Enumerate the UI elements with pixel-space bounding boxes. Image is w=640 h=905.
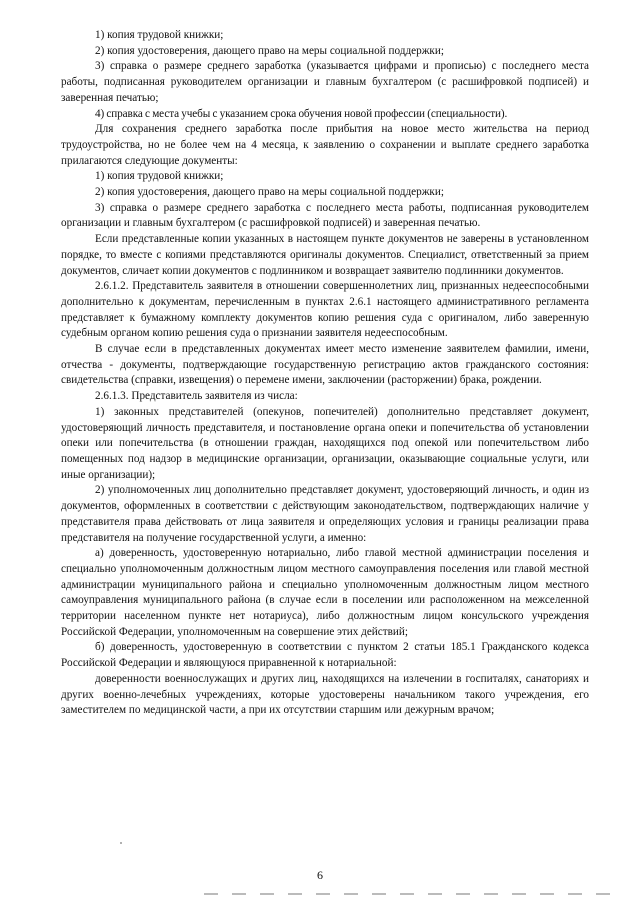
paragraph: 1) копия трудовой книжки; [95,29,224,41]
paragraph: 4) справка с места учебы с указанием срока обучения новой профессии (специальности). [95,107,508,120]
paragraph: 3) справка о размере среднего заработка с последнего места работы, подписанная руководителем организации и главным бухгалтером (с расшифровкой подписей) и заверенная печатью. [61,201,589,230]
paragraph: 2) копия удостоверения, дающего право на меры социальной поддержки; [95,186,444,199]
paragraph: 1) копия трудовой книжки; [95,170,224,183]
paragraph: 2) копия удостоверения, дающего право на меры социальной поддержки; [95,44,444,57]
paragraph: доверенности военнослужащих и других лиц, находящихся на излечении в госпиталях, санаториях и других военно-лечебных учреждениях, которые удостоверены начальником такого учреждения, его заместителем по медицинской части, а при их отсутствии старшим или дежурным врачом; [61,672,589,717]
scan-speck [120,842,122,844]
paragraph: Если представленные копии указанных в настоящем пункте документов не заверены в установленном порядке, то вместе с копиями представляются оригиналы документов. Специалист, ответственный за прием документов, сличает копии документов с подлинником и возвращает заявителю подлинники документов. [61,233,589,277]
paragraph: 2.6.1.2. Представитель заявителя в отношении совершеннолетних лиц, признанных недееспособными дополнительно к документам, перечисленным в пунктах 2.6.1 настоящего административного регламента представляет к бумажному комплекту документов копию решения суда с оригиналом, либо заверенную судебным органом копию решения суда о признании заявителя недееспособным. [61,280,589,340]
paragraph: В случае если в представленных документах имеет место изменение заявителем фамилии, имени, отчества - документы, подтверждающие государственную регистрацию актов гражданского состояния: свидетельства (справки, извещения) о перемене имени, заключении (расторжении) брака, рождении. [61,343,589,387]
scan-edge-marks [0,887,640,901]
paragraph: 2) уполномоченных лиц дополнительно представляет документ, удостоверяющий личность, и один из документов, оформленных в соответствии с действующим законодательством, подтверждающих наличие у представителя права действовать от лица заявителя и определяющих условия и границы реализации права представителя на получение государственной услуги, а именно: [61,484,589,544]
paragraph: Для сохранения среднего заработка после прибытия на новое место жительства на период трудоустройства, но не более чем на 4 месяца, к заявлению о сохранении и выплате среднего заработка прилагаются следующие документы: [61,123,589,167]
paragraph: 3) справка о размере среднего заработка (указывается цифрами и прописью) с последнего места работы, подписанная руководителем организации и главным бухгалтером (с расшифровкой подписей) и заверенная печатью; [61,60,589,104]
paragraph: 2.6.1.3. Представитель заявителя из числа: [95,390,298,403]
page-number: 6 [317,868,323,882]
paragraph: 1) законных представителей (опекунов, попечителей) дополнительно представляет документ, удостоверяющий личность представителя, и постановление органа опеки и попечительства об установлении опеки или попечительства (в отношении граждан, находящихся под опекой или попечительством либо помещенных под надзор в медицинские организации, организации, оказывающие социальные услуги, или иные организации); [61,405,589,481]
paragraph: б) доверенность, удостоверенную в соответствии с пунктом 2 статьи 185.1 Гражданского кодекса Российской Федерации и являющуюся приравненной к нотариальной: [61,641,589,670]
document-body [61,28,589,719]
paragraph: а) доверенность, удостоверенную нотариально, либо главой местной администрации поселения и специально уполномоченным должностным лицом местного самоуправления поселения или главой местной администрации муниципального района и специально уполномоченным должностным лицом местного самоуправления муниципального района (в случае если в поселении или расположенном на межселенной территории населенном пункте нет нотариуса), либо должностным лицом консульского учреждения Российской Федерации, уполномоченным на совершение этих действий; [61,547,589,638]
